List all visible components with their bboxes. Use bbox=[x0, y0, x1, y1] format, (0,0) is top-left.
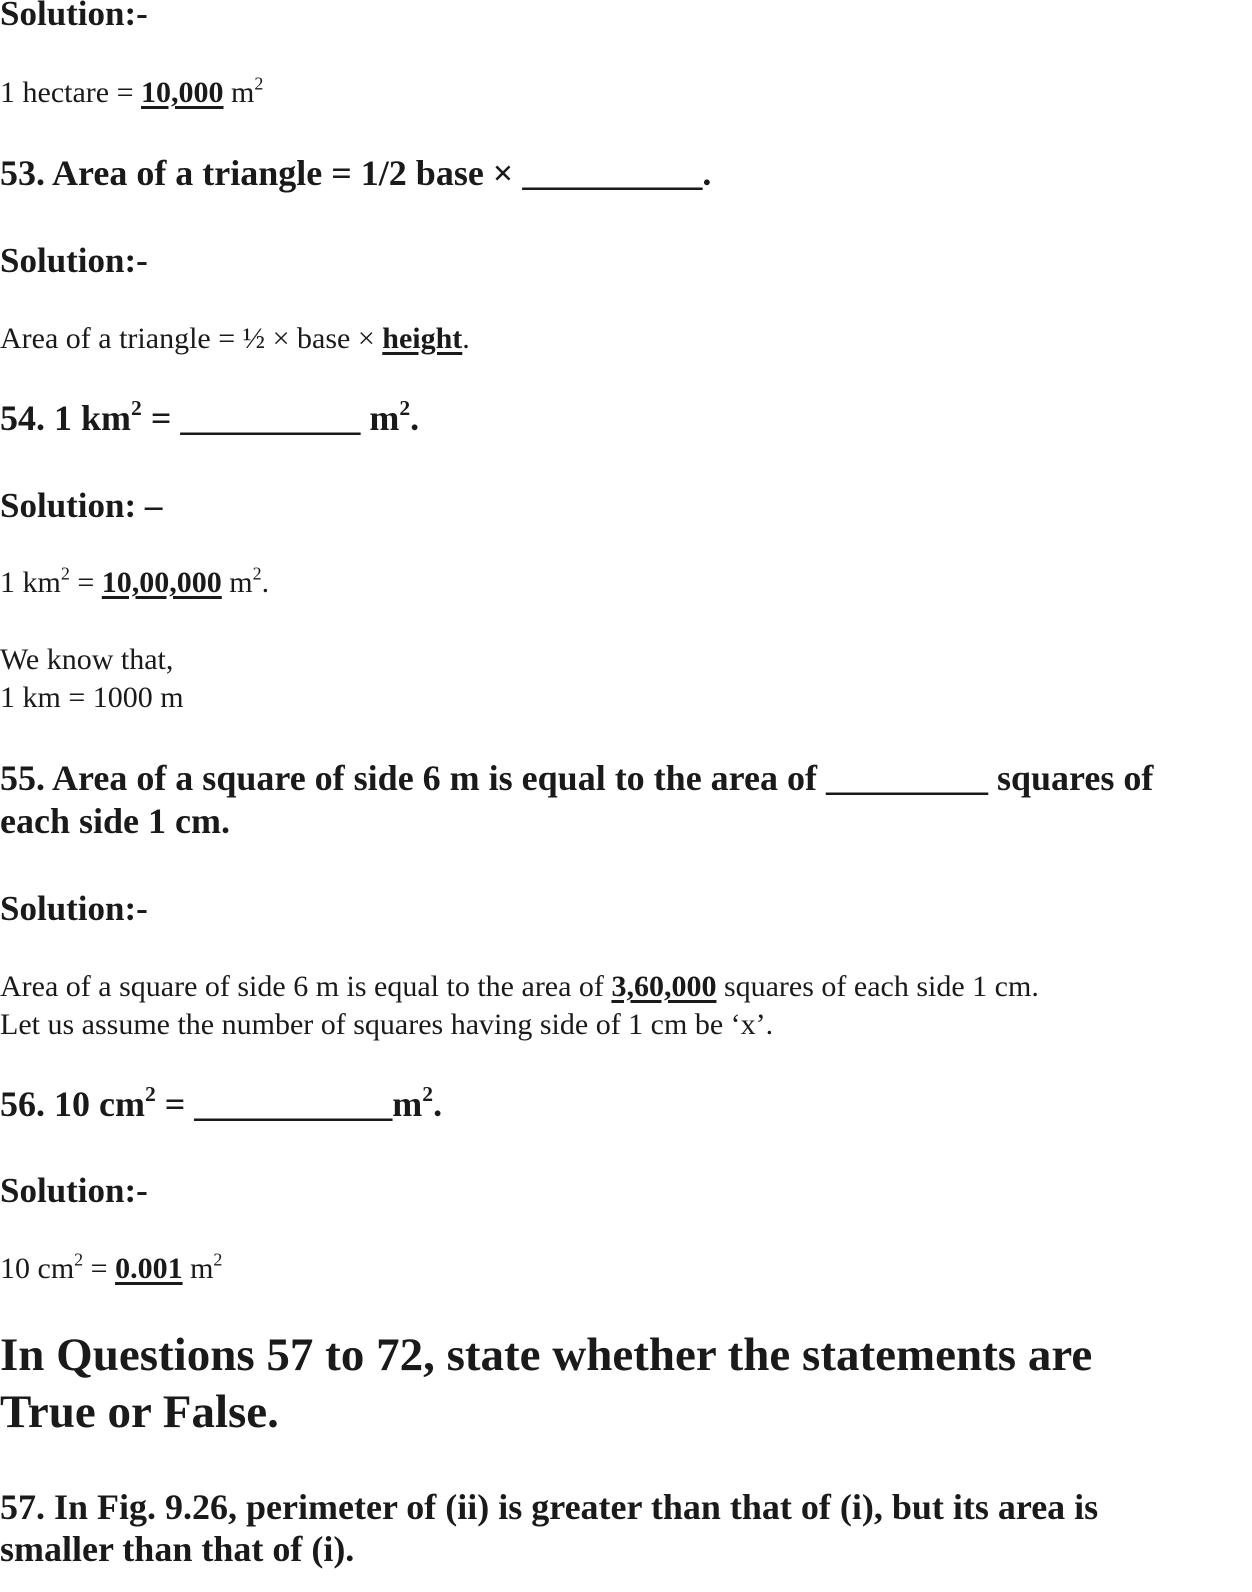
solution-54 bbox=[0, 563, 270, 599]
answer: 0.001 bbox=[115, 1252, 183, 1285]
answer: 3,60,000 bbox=[611, 970, 717, 1003]
answer: 10,000 bbox=[141, 76, 224, 109]
exponent: 2 bbox=[60, 563, 70, 584]
text: 56. 10 cm bbox=[0, 1084, 145, 1124]
text: = __________ m bbox=[141, 398, 400, 438]
exponent: 2 bbox=[131, 395, 142, 420]
solution-56 bbox=[0, 1249, 223, 1285]
question-53: 53. Area of a triangle = 1/2 base × __________. bbox=[0, 153, 712, 193]
unit: m bbox=[182, 1252, 214, 1285]
exponent: 2 bbox=[252, 563, 262, 584]
solution-55 bbox=[0, 972, 1039, 1002]
solution-55-line2: Let us assume the number of squares having side of 1 cm be ‘x’. bbox=[0, 1008, 774, 1041]
question-57-line2: smaller than that of (i). bbox=[0, 1529, 355, 1569]
text: = bbox=[83, 1252, 116, 1285]
answer: 10,00,000 bbox=[101, 566, 222, 599]
solution-heading: Solution:- bbox=[0, 889, 148, 928]
section-heading-line1: In Questions 57 to 72, state whether the statements are bbox=[0, 1329, 1093, 1381]
text: 1 km bbox=[0, 566, 61, 599]
solution-53 bbox=[0, 324, 470, 354]
question-54 bbox=[0, 395, 420, 438]
solution-heading: Solution:- bbox=[0, 241, 148, 280]
text: . bbox=[261, 566, 270, 599]
text: = ___________m bbox=[155, 1084, 423, 1124]
question-57-line1: 57. In Fig. 9.26, perimeter of (ii) is greater than that of (i), but its area is bbox=[0, 1487, 1099, 1527]
text: . bbox=[433, 1084, 443, 1124]
answer: height bbox=[382, 322, 463, 355]
unit: m bbox=[221, 566, 253, 599]
solution-52 bbox=[0, 73, 264, 109]
solution-54-line2: We know that, bbox=[0, 643, 174, 676]
text: 1 hectare = bbox=[0, 76, 142, 109]
text: = bbox=[69, 566, 102, 599]
exponent: 2 bbox=[144, 1081, 156, 1106]
text: Area of a triangle = ½ × base × bbox=[0, 322, 383, 355]
exponent: 2 bbox=[399, 395, 411, 420]
text: 10 cm bbox=[0, 1252, 75, 1285]
solution-54-line3: 1 km = 1000 m bbox=[0, 681, 184, 714]
exponent: 2 bbox=[254, 73, 264, 94]
solution-heading: Solution:- bbox=[0, 1171, 148, 1210]
question-55-line2: each side 1 cm. bbox=[0, 801, 230, 841]
question-56 bbox=[0, 1081, 443, 1124]
text: . bbox=[462, 322, 470, 355]
text: Area of a square of side 6 m is equal to the area of bbox=[0, 970, 612, 1003]
text: . bbox=[410, 398, 420, 438]
solution-heading: Solution:- bbox=[0, 0, 148, 33]
exponent: 2 bbox=[422, 1081, 434, 1106]
solution-heading: Solution: – bbox=[0, 486, 163, 525]
unit: m bbox=[223, 76, 255, 109]
text: squares of each side 1 cm. bbox=[716, 970, 1039, 1003]
text: 54. 1 km bbox=[0, 398, 132, 438]
section-heading-line2: True or False. bbox=[0, 1386, 279, 1438]
question-55-line1: 55. Area of a square of side 6 m is equal to the area of _________ squares of bbox=[0, 758, 1154, 798]
exponent: 2 bbox=[213, 1249, 223, 1270]
exponent: 2 bbox=[74, 1249, 84, 1270]
